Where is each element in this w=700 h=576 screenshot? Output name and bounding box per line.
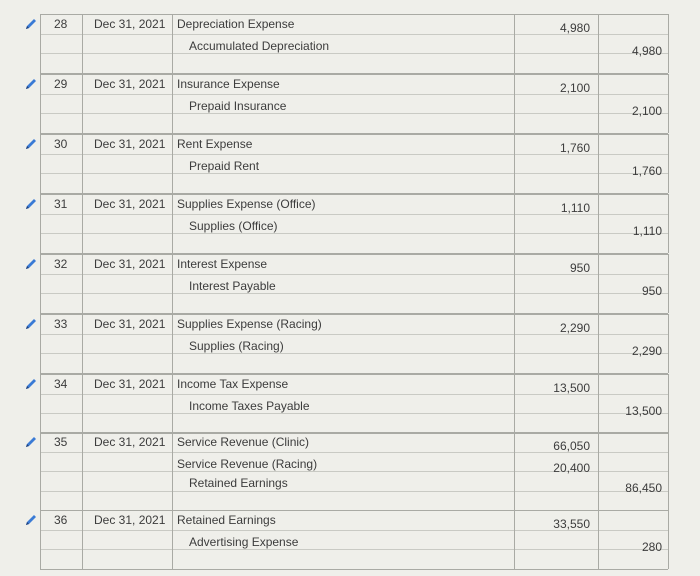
column-divider bbox=[82, 134, 83, 193]
entry-date[interactable]: Dec 31, 2021 bbox=[94, 77, 166, 91]
credit-amount[interactable]: 4,980 bbox=[631, 43, 662, 58]
account-name[interactable]: Advertising Expense bbox=[189, 534, 299, 549]
row-divider bbox=[40, 14, 668, 15]
row-divider bbox=[40, 374, 668, 375]
column-divider bbox=[172, 134, 173, 193]
column-divider bbox=[172, 74, 173, 133]
account-name[interactable]: Service Revenue (Racing) bbox=[177, 456, 318, 471]
column-divider bbox=[172, 432, 173, 510]
row-divider bbox=[40, 413, 668, 414]
column-divider bbox=[40, 432, 41, 510]
column-divider bbox=[668, 254, 669, 313]
account-name[interactable]: Income Taxes Payable bbox=[189, 398, 310, 413]
column-divider bbox=[82, 432, 83, 510]
account-name[interactable]: Interest Payable bbox=[189, 278, 276, 293]
account-name[interactable]: Prepaid Insurance bbox=[189, 98, 287, 113]
row-divider bbox=[40, 293, 668, 294]
column-divider bbox=[514, 74, 515, 133]
credit-amount[interactable]: 280 bbox=[641, 539, 662, 554]
column-divider bbox=[40, 374, 41, 433]
column-divider bbox=[668, 374, 669, 433]
pencil-edit-icon[interactable] bbox=[24, 435, 38, 449]
column-divider bbox=[668, 510, 669, 569]
pencil-edit-icon[interactable] bbox=[24, 17, 38, 31]
column-divider bbox=[668, 134, 669, 193]
column-divider bbox=[172, 374, 173, 433]
credit-amount[interactable]: 950 bbox=[641, 283, 662, 298]
column-divider bbox=[668, 14, 669, 73]
account-name[interactable]: Supplies (Office) bbox=[189, 218, 278, 233]
entry-number: 34 bbox=[54, 377, 68, 391]
entry-date[interactable]: Dec 31, 2021 bbox=[94, 435, 166, 449]
column-divider bbox=[40, 74, 41, 133]
column-divider bbox=[40, 134, 41, 193]
column-divider bbox=[172, 314, 173, 373]
column-divider bbox=[172, 194, 173, 253]
column-divider bbox=[40, 254, 41, 313]
account-name[interactable]: Retained Earnings bbox=[177, 513, 276, 527]
entry-number: 35 bbox=[54, 435, 68, 449]
column-divider bbox=[514, 194, 515, 253]
pencil-edit-icon[interactable] bbox=[24, 77, 38, 91]
column-divider bbox=[668, 314, 669, 373]
column-divider bbox=[514, 254, 515, 313]
row-divider bbox=[40, 134, 668, 135]
account-name[interactable]: Supplies (Racing) bbox=[189, 338, 284, 353]
entry-number: 36 bbox=[54, 513, 68, 527]
entry-date[interactable]: Dec 31, 2021 bbox=[94, 513, 166, 527]
column-divider bbox=[668, 432, 669, 510]
row-divider bbox=[40, 173, 668, 174]
entry-date[interactable]: Dec 31, 2021 bbox=[94, 17, 166, 31]
column-divider bbox=[172, 14, 173, 73]
account-name[interactable]: Prepaid Rent bbox=[189, 158, 260, 173]
entry-date[interactable]: Dec 31, 2021 bbox=[94, 377, 166, 391]
row-divider bbox=[40, 353, 668, 354]
row-divider bbox=[40, 254, 668, 255]
column-divider bbox=[172, 254, 173, 313]
account-name[interactable]: Insurance Expense bbox=[177, 77, 280, 91]
column-divider bbox=[82, 194, 83, 253]
column-divider bbox=[514, 374, 515, 433]
column-divider bbox=[514, 14, 515, 73]
row-divider bbox=[40, 569, 668, 570]
credit-amount[interactable]: 2,100 bbox=[631, 103, 662, 118]
account-name[interactable]: Accumulated Depreciation bbox=[189, 38, 330, 53]
entry-number: 31 bbox=[54, 197, 68, 211]
column-divider bbox=[514, 432, 515, 510]
credit-amount[interactable]: 1,760 bbox=[631, 163, 662, 178]
credit-amount[interactable]: 1,110 bbox=[632, 223, 662, 238]
column-divider bbox=[82, 254, 83, 313]
row-divider bbox=[40, 549, 668, 550]
pencil-edit-icon[interactable] bbox=[24, 197, 38, 211]
column-divider bbox=[82, 14, 83, 73]
column-divider bbox=[40, 194, 41, 253]
entry-date[interactable]: Dec 31, 2021 bbox=[94, 257, 166, 271]
column-divider bbox=[598, 432, 599, 510]
account-name[interactable]: Retained Earnings bbox=[189, 476, 288, 490]
account-name[interactable]: Rent Expense bbox=[177, 137, 253, 151]
row-divider bbox=[40, 510, 668, 511]
credit-amount[interactable]: 86,450 bbox=[625, 481, 662, 495]
account-name[interactable]: Service Revenue (Clinic) bbox=[177, 435, 310, 449]
column-divider bbox=[668, 74, 669, 133]
credit-amount[interactable]: 2,290 bbox=[631, 343, 662, 358]
column-divider bbox=[172, 510, 173, 569]
entry-number: 32 bbox=[54, 257, 68, 271]
row-divider bbox=[40, 233, 668, 234]
column-divider bbox=[40, 14, 41, 73]
pencil-edit-icon[interactable] bbox=[24, 137, 38, 151]
column-divider bbox=[514, 510, 515, 569]
column-divider bbox=[514, 314, 515, 373]
row-divider bbox=[40, 53, 668, 54]
account-name[interactable]: Supplies Expense (Racing) bbox=[177, 317, 322, 331]
column-divider bbox=[82, 314, 83, 373]
debit-amount[interactable]: 2,100 bbox=[559, 81, 590, 95]
pencil-edit-icon[interactable] bbox=[24, 377, 38, 391]
row-divider bbox=[40, 432, 668, 433]
account-name[interactable]: Supplies Expense (Office) bbox=[177, 197, 316, 211]
entry-date[interactable]: Dec 31, 2021 bbox=[94, 197, 166, 211]
entry-number: 29 bbox=[54, 77, 68, 91]
column-divider bbox=[40, 314, 41, 373]
pencil-edit-icon[interactable] bbox=[24, 317, 38, 331]
debit-amount[interactable]: 1,110 bbox=[560, 201, 590, 215]
account-name[interactable]: Depreciation Expense bbox=[177, 17, 295, 31]
column-divider bbox=[668, 194, 669, 253]
entry-number: 28 bbox=[54, 17, 68, 31]
entry-number: 30 bbox=[54, 137, 68, 151]
column-divider bbox=[82, 510, 83, 569]
column-divider bbox=[82, 74, 83, 133]
column-divider bbox=[82, 374, 83, 433]
debit-amount[interactable]: 1,760 bbox=[559, 141, 590, 155]
row-divider bbox=[40, 113, 668, 114]
entry-date[interactable]: Dec 31, 2021 bbox=[94, 137, 166, 151]
debit-amount[interactable]: 66,050 bbox=[553, 439, 590, 453]
row-divider bbox=[40, 314, 668, 315]
credit-amount[interactable]: 13,500 bbox=[625, 403, 662, 418]
debit-amount[interactable]: 33,550 bbox=[553, 517, 590, 531]
account-name[interactable]: Interest Expense bbox=[177, 257, 268, 271]
debit-amount[interactable]: 2,290 bbox=[559, 321, 590, 335]
pencil-edit-icon[interactable] bbox=[24, 257, 38, 271]
debit-amount[interactable]: 4,980 bbox=[559, 21, 590, 35]
pencil-edit-icon[interactable] bbox=[24, 513, 38, 527]
debit-amount[interactable]: 20,400 bbox=[553, 460, 590, 475]
debit-amount[interactable]: 950 bbox=[569, 261, 590, 275]
row-divider bbox=[40, 194, 668, 195]
row-divider bbox=[40, 74, 668, 75]
debit-amount[interactable]: 13,500 bbox=[553, 381, 590, 395]
account-name[interactable]: Income Tax Expense bbox=[177, 377, 289, 391]
column-divider bbox=[40, 510, 41, 569]
entry-date[interactable]: Dec 31, 2021 bbox=[94, 317, 166, 331]
row-divider bbox=[40, 491, 668, 492]
column-divider bbox=[514, 134, 515, 193]
entry-number: 33 bbox=[54, 317, 68, 331]
